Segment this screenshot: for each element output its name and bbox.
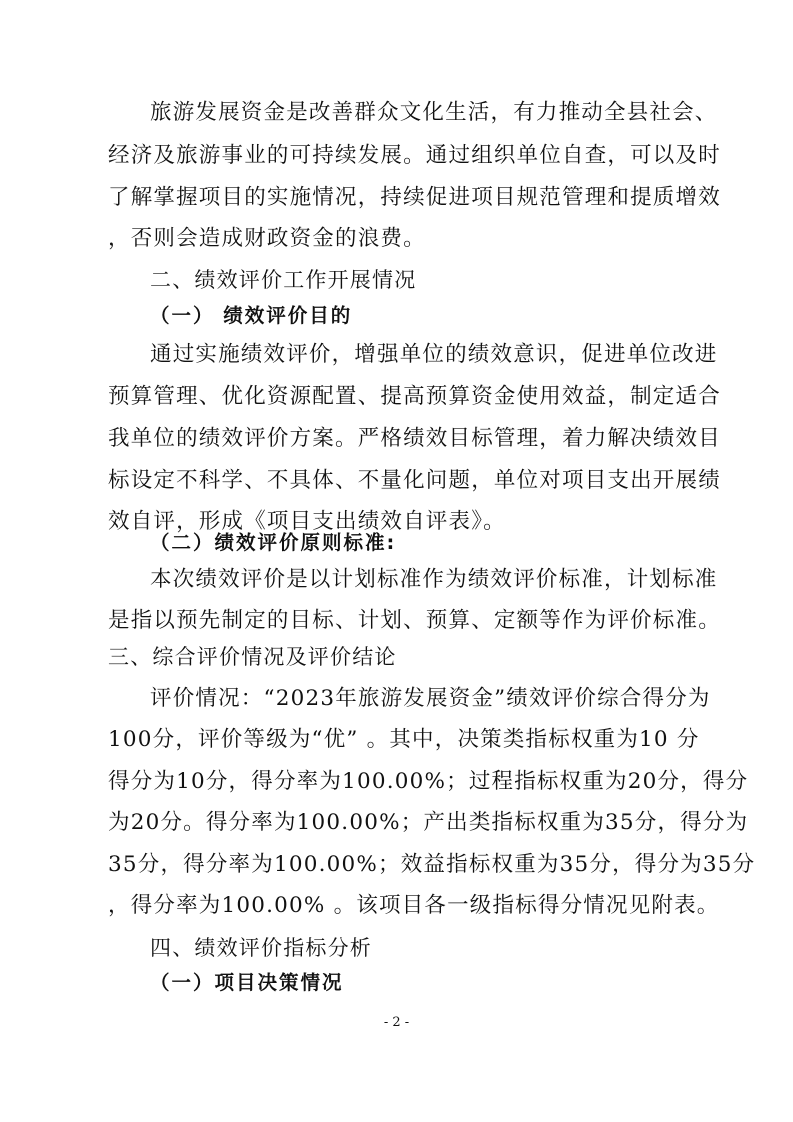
paragraph-line: 了解掌握项目的实施情况，持续促进项目规范管理和提质增效 <box>108 185 721 210</box>
paragraph-line: 旅游发展资金是改善群众文化生活，有力推动全县社会、 <box>150 100 718 125</box>
paragraph-line: 我单位的绩效评价方案。严格绩效目标管理，着力解决绩效目 <box>108 426 721 451</box>
paragraph-line: 本次绩效评价是以计划标准作为绩效评价标准，计划标准 <box>150 567 718 592</box>
sub-heading: （二）绩效评价原则标准: <box>150 531 397 554</box>
paragraph-line: 标设定不科学、不具体、不量化问题，单位对项目支出开展绩 <box>108 468 721 493</box>
section-heading: 二、绩效评价工作开展情况 <box>150 268 417 292</box>
paragraph-line: 35分，得分率为100.00%；效益指标权重为35分，得分为35分 <box>108 852 756 877</box>
section-heading: 四、绩效评价指标分析 <box>150 936 372 960</box>
section-heading: 三、综合评价情况及评价结论 <box>108 645 397 669</box>
paragraph-line: 得分为10分，得分率为100.00%；过程指标权重为20分，得分 <box>108 769 749 794</box>
paragraph-line: 是指以预先制定的目标、计划、预算、定额等作为评价标准。 <box>108 608 721 633</box>
paragraph-line: 100分，评价等级为“优” 。其中，决策类指标权重为10 分 <box>108 727 700 752</box>
paragraph-line: 预算管理、优化资源配置、提高预算资金使用效益，制定适合 <box>108 384 721 409</box>
paragraph-line: 通过实施绩效评价，增强单位的绩效意识，促进单位改进 <box>150 342 718 367</box>
page-number: - 2 - <box>383 1015 410 1030</box>
paragraph-line: 评价情况：“2023年旅游发展资金”绩效评价综合得分为 <box>150 686 711 711</box>
sub-heading: （一） 绩效评价目的 <box>150 304 353 327</box>
paragraph-line: 经济及旅游事业的可持续发展。通过组织单位自查，可以及时 <box>108 143 721 168</box>
paragraph-line: 效自评，形成《项目支出绩效自评表》。 <box>108 509 506 534</box>
paragraph-line: 为20分。得分率为100.00%；产出类指标权重为35分，得分为 <box>108 810 749 835</box>
sub-heading: （一）项目决策情况 <box>150 971 344 994</box>
paragraph-line: ，否则会造成财政资金的浪费。 <box>108 226 426 251</box>
paragraph-line: ，得分率为100.00% 。该项目各一级指标得分情况见附表。 <box>108 893 720 918</box>
